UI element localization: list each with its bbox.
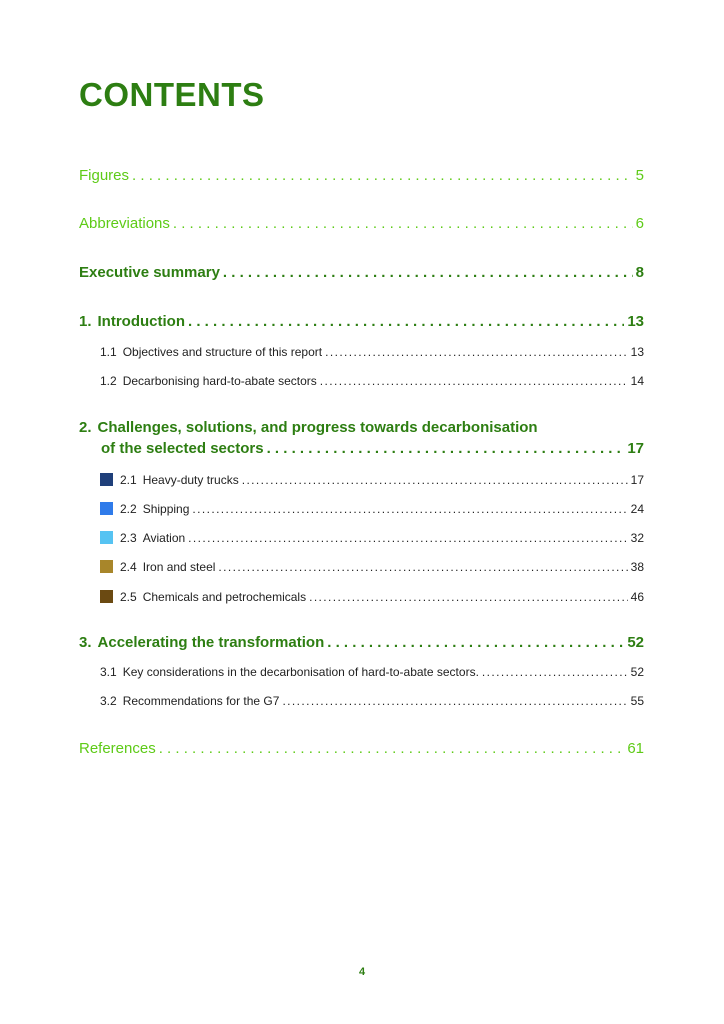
toc-number: 3.: [79, 634, 92, 651]
toc-page: 17: [630, 473, 644, 487]
toc-leader-dots: [267, 440, 625, 457]
toc-page: 46: [630, 590, 644, 604]
toc-page: 61: [627, 740, 644, 757]
toc-number: 2.5: [120, 590, 137, 604]
toc-leader-dots: [218, 560, 627, 574]
toc-label: Accelerating the transformation: [97, 634, 325, 651]
toc-leader-dots: [159, 740, 625, 757]
toc-entry-2-3[interactable]: [100, 529, 644, 545]
toc-label: Aviation: [142, 531, 186, 545]
toc-entry-section-2-line1[interactable]: [79, 419, 538, 436]
toc-label: Challenges, solutions, and progress towards decarbonisation: [97, 419, 538, 436]
toc-label: Decarbonising hard-to-abate sectors: [122, 374, 317, 388]
color-swatch: [100, 590, 113, 603]
color-swatch: [100, 473, 113, 486]
toc-page: 5: [635, 167, 644, 184]
toc-entry-section-1[interactable]: [79, 313, 644, 330]
toc-label: References: [79, 740, 156, 757]
toc-number: 1.2: [100, 374, 117, 388]
toc-label: Key considerations in the decarbonisation of hard-to-abate sectors.: [122, 665, 479, 679]
toc-page: 8: [635, 264, 644, 281]
toc-entry-section-3[interactable]: [79, 634, 644, 651]
toc-entry-3-1[interactable]: [100, 665, 644, 679]
toc-leader-dots: [482, 665, 628, 679]
toc-number: 3.2: [100, 694, 117, 708]
toc-leader-dots: [188, 531, 627, 545]
toc-page: 32: [630, 531, 644, 545]
toc-number: 2.2: [120, 502, 137, 516]
toc-page: 55: [630, 694, 644, 708]
toc-entry-abbreviations[interactable]: [79, 215, 644, 232]
toc-label: Recommendations for the G7: [122, 694, 280, 708]
toc-number: 2.: [79, 419, 92, 436]
toc-entry-references[interactable]: [79, 740, 644, 757]
toc-entry-1-2[interactable]: [100, 374, 644, 388]
toc-page: 24: [630, 502, 644, 516]
toc-entry-section-2-line2[interactable]: [101, 440, 644, 457]
toc-number: 2.3: [120, 531, 137, 545]
toc-page: 6: [635, 215, 644, 232]
toc-leader-dots: [282, 694, 627, 708]
toc-number: 3.1: [100, 665, 117, 679]
toc-label: Abbreviations: [79, 215, 170, 232]
toc-number: 2.4: [120, 560, 137, 574]
page-number: 4: [358, 966, 366, 978]
toc-number: 1.1: [100, 345, 117, 359]
toc-leader-dots: [223, 264, 633, 281]
toc-number: 1.: [79, 313, 92, 330]
toc-entry-figures[interactable]: [79, 167, 644, 184]
toc-number: 2.1: [120, 473, 137, 487]
toc-page: 52: [630, 665, 644, 679]
toc-leader-dots: [132, 167, 633, 184]
toc-leader-dots: [325, 345, 628, 359]
toc-leader-dots: [309, 590, 628, 604]
toc-entry-2-1[interactable]: [100, 471, 644, 487]
toc-leader-dots: [242, 473, 628, 487]
color-swatch: [100, 531, 113, 544]
toc-leader-dots: [327, 634, 624, 651]
color-swatch: [100, 502, 113, 515]
toc-entry-3-2[interactable]: [100, 694, 644, 708]
toc-leader-dots: [320, 374, 628, 388]
toc-label: of the selected sectors: [101, 440, 264, 457]
toc-label: Objectives and structure of this report: [122, 345, 323, 359]
toc-page: 17: [627, 440, 644, 457]
toc-label: Iron and steel: [142, 560, 216, 574]
toc-entry-2-4[interactable]: [100, 558, 644, 574]
toc-page: 52: [627, 634, 644, 651]
toc-label: Chemicals and petrochemicals: [142, 590, 307, 604]
toc-leader-dots: [192, 502, 627, 516]
toc-page: 13: [630, 345, 644, 359]
toc-entry-2-5[interactable]: [100, 588, 644, 604]
toc-label: Shipping: [142, 502, 190, 516]
toc-label: Figures: [79, 167, 130, 184]
page-title: CONTENTS: [79, 76, 265, 113]
toc-page: 13: [627, 313, 644, 330]
toc-page: 14: [630, 374, 644, 388]
toc-page: 38: [630, 560, 644, 574]
toc-label: Introduction: [97, 313, 185, 330]
toc-entry-1-1[interactable]: [100, 345, 644, 359]
toc-entry-executive-summary[interactable]: [79, 264, 644, 281]
toc-label: Executive summary: [79, 264, 220, 281]
toc-leader-dots: [173, 215, 633, 232]
color-swatch: [100, 560, 113, 573]
toc-entry-2-2[interactable]: [100, 500, 644, 516]
toc-leader-dots: [188, 313, 624, 330]
toc-label: Heavy-duty trucks: [142, 473, 239, 487]
